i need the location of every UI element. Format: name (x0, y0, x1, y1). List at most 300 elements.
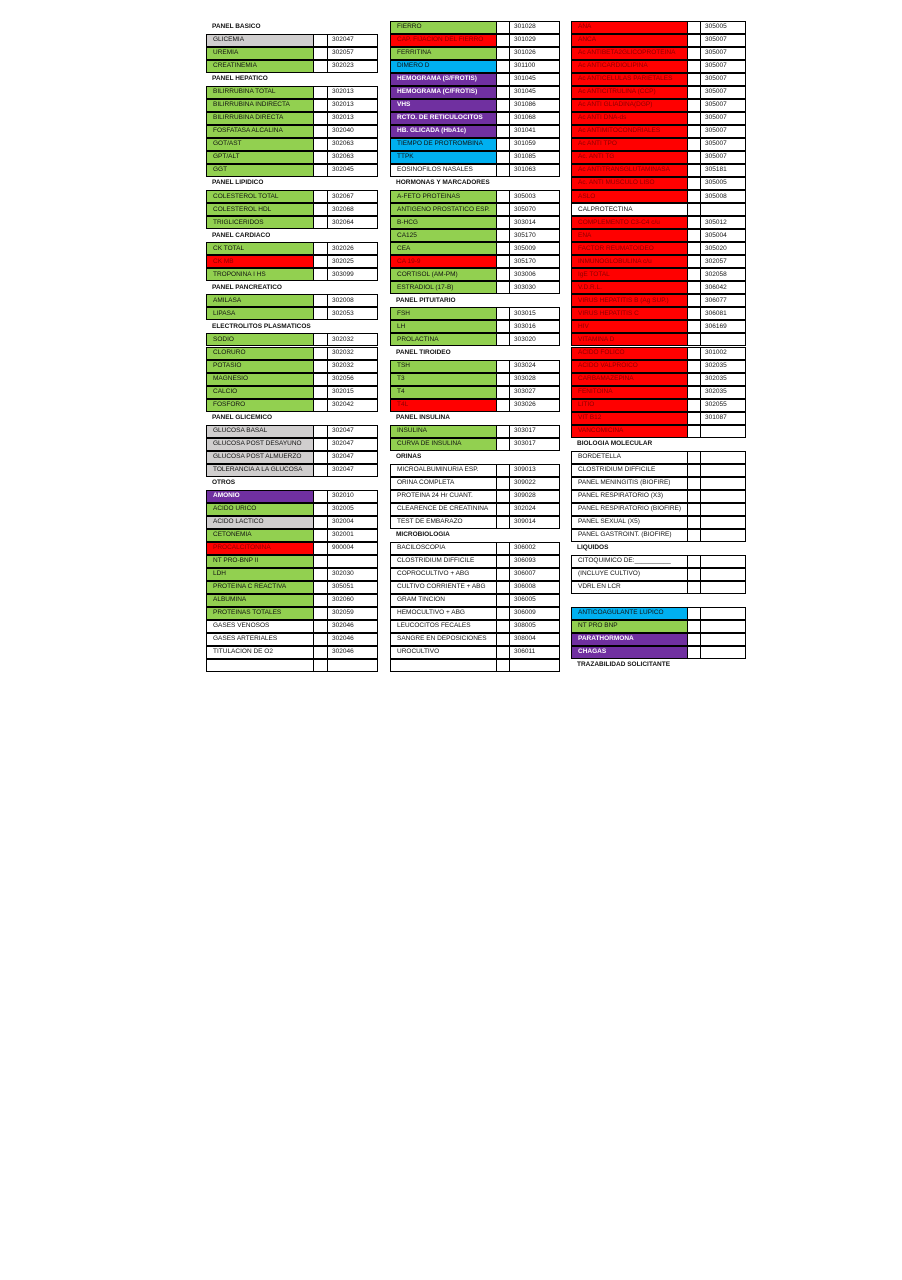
select-checkbox[interactable] (314, 594, 328, 607)
test-name-text: HB. GLICADA (HbA1c) (397, 127, 467, 135)
test-row (206, 594, 378, 607)
test-code: 306077 (701, 294, 746, 307)
test-name (390, 255, 497, 268)
test-name-text: GLUCOSA POST ALMUERZO (213, 452, 302, 460)
test-name (571, 281, 688, 294)
test-name (571, 399, 688, 412)
select-checkbox[interactable] (497, 47, 510, 60)
select-checkbox[interactable] (497, 516, 510, 529)
test-row (571, 516, 746, 529)
test-code: 303014 (510, 216, 560, 229)
test-code: 306093 (510, 555, 560, 568)
select-checkbox[interactable] (688, 138, 701, 151)
select-checkbox[interactable] (314, 190, 328, 203)
select-checkbox[interactable] (688, 229, 701, 242)
select-checkbox[interactable] (314, 555, 328, 568)
select-checkbox[interactable] (688, 568, 701, 581)
test-name-text: GLUCOSA POST DESAYUNO (213, 439, 302, 447)
test-name-text: COLESTEROL HDL (213, 205, 272, 213)
select-checkbox[interactable] (314, 125, 328, 138)
test-row (571, 412, 746, 425)
test-code: 309013 (510, 464, 560, 477)
select-checkbox[interactable] (688, 633, 701, 646)
test-row (571, 529, 746, 542)
test-row (571, 190, 746, 203)
test-code: 305007 (701, 99, 746, 112)
test-name-text: CLEARENCE DE CREATININA (397, 504, 489, 512)
select-checkbox[interactable] (497, 607, 510, 620)
select-checkbox[interactable] (497, 151, 510, 164)
select-checkbox[interactable] (497, 581, 510, 594)
test-code: 302015 (328, 386, 378, 399)
test-code: 302042 (328, 399, 378, 412)
test-row (571, 503, 746, 516)
section-title-label (390, 529, 560, 542)
select-checkbox[interactable] (688, 73, 701, 86)
test-code: 301045 (510, 73, 560, 86)
select-checkbox[interactable] (497, 73, 510, 86)
test-code: 302013 (328, 112, 378, 125)
test-name (390, 112, 497, 125)
select-checkbox[interactable] (314, 333, 328, 346)
select-checkbox[interactable] (688, 333, 701, 346)
select-checkbox[interactable] (314, 620, 328, 633)
select-checkbox[interactable] (314, 399, 328, 412)
test-name (390, 516, 497, 529)
select-checkbox[interactable] (497, 125, 510, 138)
test-name-text: PANEL SEXUAL (X5) (578, 518, 640, 525)
select-checkbox[interactable] (688, 151, 701, 164)
select-checkbox[interactable] (688, 386, 701, 399)
test-row (571, 125, 746, 138)
test-row (206, 438, 378, 451)
select-checkbox[interactable] (314, 529, 328, 542)
test-row (571, 320, 746, 333)
select-checkbox[interactable] (497, 594, 510, 607)
test-row (390, 242, 560, 255)
test-name-text: FSH (397, 309, 410, 317)
test-name (390, 607, 497, 620)
select-checkbox[interactable] (688, 307, 701, 320)
test-code: 301041 (510, 125, 560, 138)
test-name-text: ALBUMINA (213, 596, 247, 604)
test-code: 308005 (510, 620, 560, 633)
select-checkbox[interactable] (314, 34, 328, 47)
test-name (390, 438, 497, 451)
test-code: 302058 (701, 268, 746, 281)
select-checkbox[interactable] (497, 373, 510, 386)
test-code: 302005 (328, 503, 378, 516)
test-name (206, 203, 314, 216)
test-row (571, 112, 746, 125)
select-checkbox[interactable] (314, 568, 328, 581)
test-code: 309014 (510, 516, 560, 529)
select-checkbox[interactable] (688, 477, 701, 490)
select-checkbox[interactable] (497, 503, 510, 516)
test-row (390, 503, 560, 516)
select-checkbox[interactable] (497, 268, 510, 281)
test-name-text: TRAZABILIDAD SOLICITANTE (577, 661, 671, 669)
select-checkbox[interactable] (497, 360, 510, 373)
test-code: 302035 (701, 386, 746, 399)
select-checkbox[interactable] (688, 255, 701, 268)
select-checkbox[interactable] (314, 86, 328, 99)
select-checkbox[interactable] (688, 125, 701, 138)
select-checkbox[interactable] (688, 490, 701, 503)
test-code: 305007 (701, 125, 746, 138)
select-checkbox[interactable] (688, 34, 701, 47)
test-name-text: CARBAMAZEPINA (578, 374, 634, 382)
select-checkbox[interactable] (688, 21, 701, 34)
select-checkbox[interactable] (688, 399, 701, 412)
test-row (206, 386, 378, 399)
test-name-text: GOT/AST (213, 140, 242, 148)
test-name-text: PANEL PANCREATICO (212, 283, 282, 291)
test-code: 301002 (701, 347, 746, 360)
select-checkbox[interactable] (497, 216, 510, 229)
test-name (206, 151, 314, 164)
test-row (390, 138, 560, 151)
select-checkbox[interactable] (688, 347, 701, 360)
test-name (571, 333, 688, 346)
select-checkbox[interactable] (688, 503, 701, 516)
select-checkbox[interactable] (314, 490, 328, 503)
test-name-text: TITULACION DE O2 (213, 648, 273, 656)
test-name-text: V.D.R.L. (578, 283, 602, 291)
select-checkbox[interactable] (497, 620, 510, 633)
test-name-text: Ac ANTICITRULINA (CCP) (578, 88, 656, 96)
select-checkbox[interactable] (314, 581, 328, 594)
test-code (701, 529, 746, 542)
test-code (701, 425, 746, 438)
test-code: 305004 (701, 229, 746, 242)
select-checkbox[interactable] (688, 60, 701, 73)
test-name (206, 581, 314, 594)
test-code: 302013 (328, 86, 378, 99)
select-checkbox[interactable] (688, 646, 701, 659)
test-code: 305170 (510, 229, 560, 242)
test-row (571, 620, 746, 633)
test-name (571, 620, 688, 633)
select-checkbox[interactable] (688, 516, 701, 529)
select-checkbox[interactable] (497, 112, 510, 125)
test-code (701, 568, 746, 581)
select-checkbox[interactable] (314, 516, 328, 529)
select-checkbox[interactable] (688, 412, 701, 425)
select-checkbox[interactable] (314, 138, 328, 151)
select-checkbox[interactable] (688, 360, 701, 373)
test-row (571, 294, 746, 307)
select-checkbox[interactable] (497, 333, 510, 346)
select-checkbox[interactable] (497, 477, 510, 490)
select-checkbox[interactable] (314, 294, 328, 307)
test-name-text: TOLERANCIA A LA GLUCOSA (213, 465, 303, 473)
select-checkbox[interactable] (314, 60, 328, 73)
test-name-text: CK TOTAL (213, 244, 245, 252)
select-checkbox[interactable] (497, 542, 510, 555)
select-checkbox[interactable] (497, 86, 510, 99)
test-name (571, 216, 688, 229)
select-checkbox[interactable] (688, 451, 701, 464)
select-checkbox[interactable] (314, 646, 328, 659)
test-name-text: RCTO. DE RETICULOCITOS (397, 114, 483, 122)
select-checkbox[interactable] (497, 242, 510, 255)
test-name (206, 268, 314, 281)
select-checkbox[interactable] (314, 255, 328, 268)
test-row (206, 164, 378, 177)
select-checkbox[interactable] (314, 503, 328, 516)
test-name-text: DIMERO D (397, 62, 430, 70)
select-checkbox[interactable] (314, 542, 328, 555)
test-code: 303099 (328, 268, 378, 281)
section-title (390, 347, 560, 360)
select-checkbox[interactable] (688, 373, 701, 386)
test-name-text: COMPLEMENTO C3-C4 c/u (578, 218, 660, 226)
test-row (206, 347, 378, 360)
test-name (571, 268, 688, 281)
select-checkbox[interactable] (688, 581, 701, 594)
select-checkbox[interactable] (497, 386, 510, 399)
test-name-text: CA125 (397, 231, 417, 239)
select-checkbox[interactable] (314, 347, 328, 360)
test-name (390, 503, 497, 516)
select-checkbox[interactable] (497, 307, 510, 320)
test-name (390, 125, 497, 138)
test-name (571, 294, 688, 307)
test-name (390, 281, 497, 294)
test-name (571, 99, 688, 112)
test-name-text: CULTIVO CORRIENTE + ABG (397, 583, 486, 591)
test-name (571, 47, 688, 60)
test-code: 302040 (328, 125, 378, 138)
select-checkbox[interactable] (688, 320, 701, 333)
test-name (390, 216, 497, 229)
select-checkbox[interactable] (497, 568, 510, 581)
select-checkbox[interactable] (688, 529, 701, 542)
test-code (701, 581, 746, 594)
select-checkbox[interactable] (497, 633, 510, 646)
test-name (390, 360, 497, 373)
test-code (701, 633, 746, 646)
test-name-text: HEMOGRAMA (C/FROTIS) (397, 88, 478, 96)
select-checkbox[interactable] (688, 268, 701, 281)
select-checkbox[interactable] (688, 216, 701, 229)
select-checkbox[interactable] (314, 216, 328, 229)
select-checkbox[interactable] (688, 190, 701, 203)
test-name (571, 138, 688, 151)
test-name-text: TSH (397, 361, 410, 369)
test-code: 302055 (701, 399, 746, 412)
test-row (206, 490, 378, 503)
test-name-text: PANEL BASICO (212, 23, 261, 31)
test-row (390, 320, 560, 333)
select-checkbox[interactable] (314, 607, 328, 620)
select-checkbox[interactable] (314, 451, 328, 464)
select-checkbox[interactable] (314, 47, 328, 60)
test-name (390, 490, 497, 503)
test-row (571, 646, 746, 659)
select-checkbox[interactable] (314, 464, 328, 477)
test-code: 302046 (328, 646, 378, 659)
test-name-text: Ac ANTITRANSGLUTAMINASA (578, 166, 670, 174)
select-checkbox[interactable] (497, 99, 510, 112)
test-code: 303030 (510, 281, 560, 294)
select-checkbox[interactable] (314, 164, 328, 177)
test-name (206, 633, 314, 646)
select-checkbox[interactable] (314, 386, 328, 399)
test-name-text: T4L (397, 400, 409, 408)
select-checkbox[interactable] (314, 438, 328, 451)
test-name (206, 386, 314, 399)
select-checkbox[interactable] (688, 164, 701, 177)
test-code (701, 503, 746, 516)
select-checkbox[interactable] (314, 360, 328, 373)
test-code: 305020 (701, 242, 746, 255)
select-checkbox[interactable] (497, 320, 510, 333)
select-checkbox[interactable] (497, 555, 510, 568)
test-row (390, 646, 560, 659)
select-checkbox[interactable] (497, 190, 510, 203)
section-title-label (390, 451, 560, 464)
test-name-text: ACIDO URICO (213, 504, 257, 512)
test-name-text: PROTEINA 24 Hr CUANT. (397, 491, 473, 499)
select-checkbox[interactable] (688, 607, 701, 620)
test-row (206, 307, 378, 320)
test-code: 302001 (328, 529, 378, 542)
test-name (390, 542, 497, 555)
select-checkbox[interactable] (497, 399, 510, 412)
test-code: 301028 (510, 21, 560, 34)
select-checkbox[interactable] (314, 307, 328, 320)
select-checkbox[interactable] (688, 294, 701, 307)
test-name-text: GPT/ALT (213, 153, 240, 161)
test-name (206, 190, 314, 203)
test-name (571, 568, 688, 581)
column-1 (206, 21, 378, 672)
select-checkbox[interactable] (314, 99, 328, 112)
test-row (206, 333, 378, 346)
select-checkbox[interactable] (314, 112, 328, 125)
test-row (390, 477, 560, 490)
select-checkbox[interactable] (688, 86, 701, 99)
select-checkbox[interactable] (497, 21, 510, 34)
select-checkbox[interactable] (314, 203, 328, 216)
test-code (701, 451, 746, 464)
select-checkbox[interactable] (314, 659, 328, 672)
test-code: 302046 (328, 633, 378, 646)
test-name (206, 360, 314, 373)
test-name-text: BACILOSCOPIA (397, 544, 446, 552)
select-checkbox[interactable] (497, 60, 510, 73)
select-checkbox[interactable] (497, 203, 510, 216)
select-checkbox[interactable] (688, 47, 701, 60)
select-checkbox[interactable] (688, 555, 701, 568)
test-row (206, 516, 378, 529)
select-checkbox[interactable] (497, 255, 510, 268)
select-checkbox[interactable] (688, 112, 701, 125)
select-checkbox[interactable] (497, 138, 510, 151)
test-name (390, 34, 497, 47)
test-row (390, 607, 560, 620)
test-name-text: PARATHORMONA (578, 635, 634, 643)
test-name (390, 425, 497, 438)
test-name-text: Ac ANTI TPO (578, 140, 617, 148)
test-row (206, 99, 378, 112)
test-name-text: VANCOMICINA (578, 426, 624, 434)
test-name-text: CA 19-9 (397, 257, 421, 265)
select-checkbox[interactable] (497, 659, 510, 672)
test-name (390, 47, 497, 60)
test-row (206, 555, 378, 568)
select-checkbox[interactable] (497, 425, 510, 438)
select-checkbox[interactable] (688, 203, 701, 216)
test-code: 301045 (510, 86, 560, 99)
select-checkbox[interactable] (314, 151, 328, 164)
select-checkbox[interactable] (497, 34, 510, 47)
test-name-text: VHS (397, 101, 411, 109)
select-checkbox[interactable] (497, 229, 510, 242)
test-name-text: ENA (578, 231, 592, 239)
test-row (571, 373, 746, 386)
test-name-text: ANCA (578, 36, 597, 44)
test-name (206, 555, 314, 568)
select-checkbox[interactable] (497, 646, 510, 659)
section-title-label (390, 294, 560, 307)
test-name (206, 294, 314, 307)
select-checkbox[interactable] (314, 373, 328, 386)
select-checkbox[interactable] (688, 177, 701, 190)
select-checkbox[interactable] (497, 281, 510, 294)
section-title-label (390, 412, 560, 425)
test-name (206, 255, 314, 268)
test-name (571, 477, 688, 490)
test-code: 302035 (701, 360, 746, 373)
test-row (390, 620, 560, 633)
select-checkbox[interactable] (688, 464, 701, 477)
select-checkbox[interactable] (688, 99, 701, 112)
test-name (571, 320, 688, 333)
select-checkbox[interactable] (497, 164, 510, 177)
section-title (571, 659, 746, 672)
test-name-text: SODIO (213, 335, 234, 343)
test-name (571, 307, 688, 320)
select-checkbox[interactable] (688, 281, 701, 294)
test-row (390, 281, 560, 294)
test-name (390, 138, 497, 151)
select-checkbox[interactable] (497, 464, 510, 477)
select-checkbox[interactable] (314, 268, 328, 281)
test-name-text: HEMOCULTIVO + ABG (397, 609, 465, 617)
select-checkbox[interactable] (688, 620, 701, 633)
select-checkbox[interactable] (314, 242, 328, 255)
test-name-text: GLICEMIA (213, 36, 245, 44)
select-checkbox[interactable] (497, 438, 510, 451)
section-title-label (206, 281, 378, 294)
test-row (571, 333, 746, 346)
test-row (571, 60, 746, 73)
test-code: 306009 (510, 607, 560, 620)
test-name-text: AMILASA (213, 296, 242, 304)
select-checkbox[interactable] (497, 490, 510, 503)
select-checkbox[interactable] (314, 425, 328, 438)
select-checkbox[interactable] (688, 242, 701, 255)
test-name (206, 138, 314, 151)
test-name (390, 581, 497, 594)
test-name (206, 490, 314, 503)
select-checkbox[interactable] (688, 425, 701, 438)
test-row (206, 268, 378, 281)
select-checkbox[interactable] (314, 633, 328, 646)
